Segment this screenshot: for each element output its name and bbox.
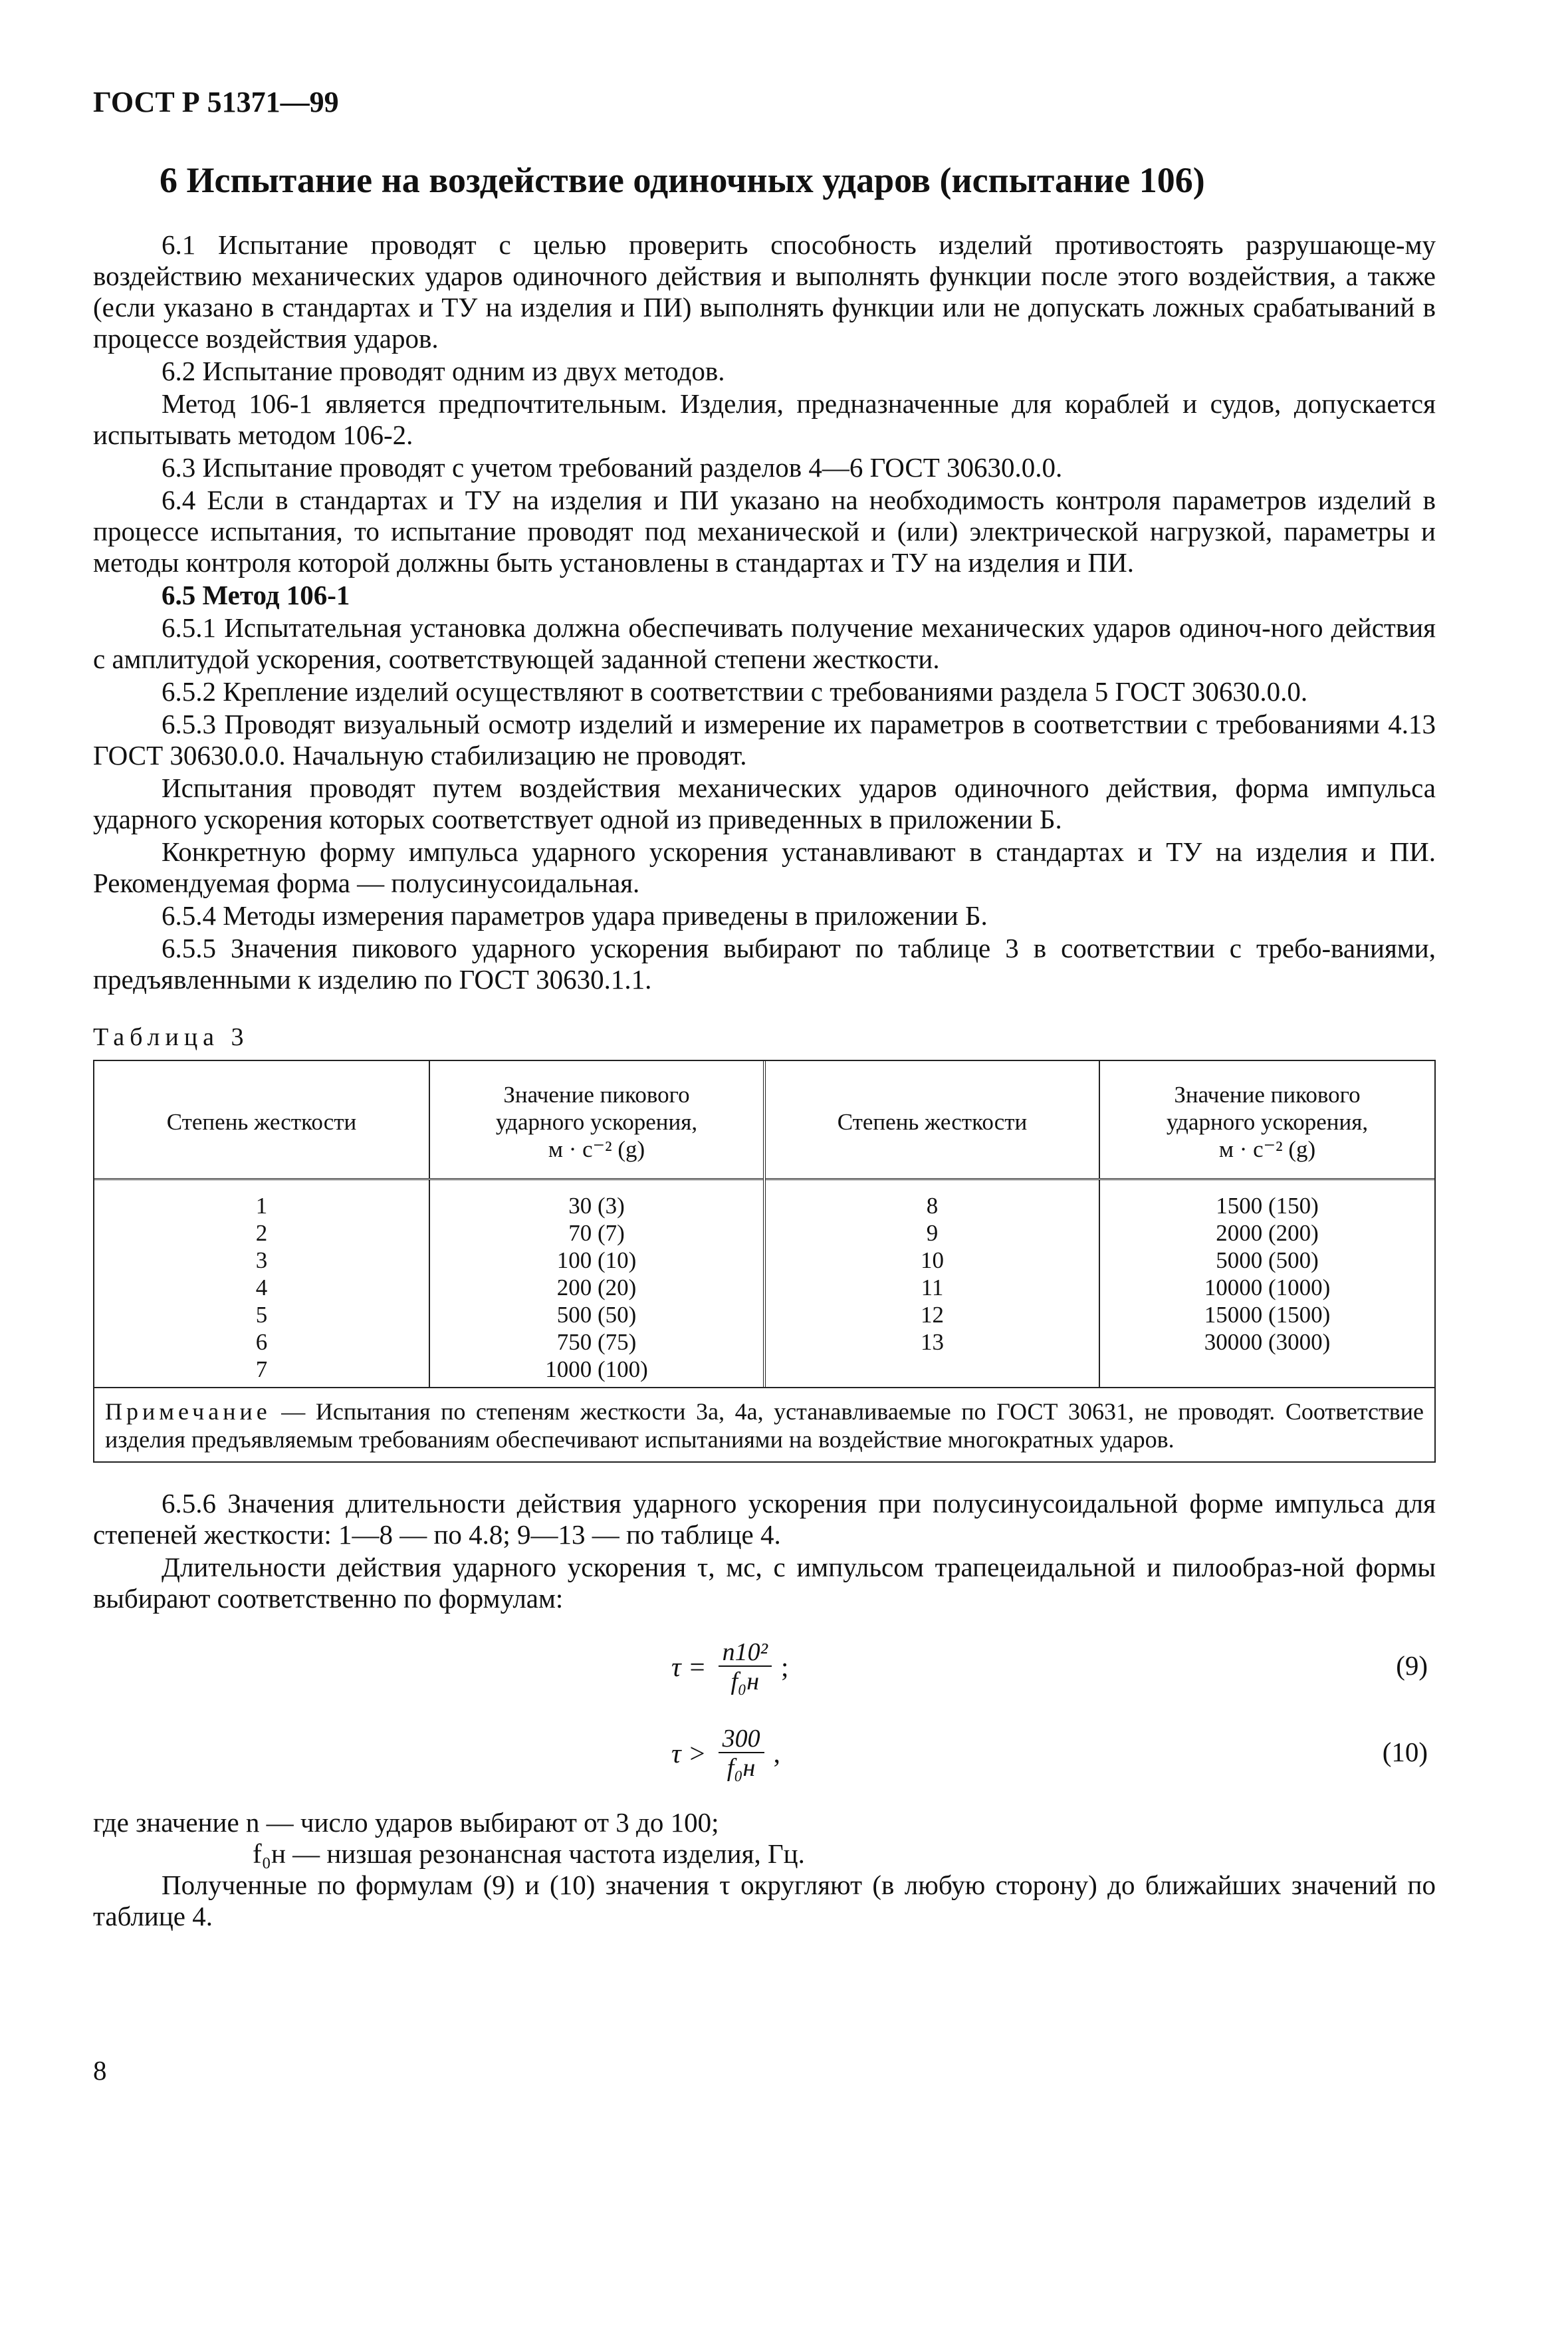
paragraph: 6.5.6 Значения длительности действия ударного ускорения при полусинусоидальной форме импульса для степеней жесткости: 1—8 — по 4.8; 9—13 — по таблице 4. xyxy=(93,1488,1436,1550)
paragraph: 6.3 Испытание проводят с учетом требований разделов 4—6 ГОСТ 30630.0.0. xyxy=(162,452,1063,483)
where-conclusion: Полученные по формулам (9) и (10) значения τ округляют (в любую сторону) до ближайших значений по таблице 4. xyxy=(93,1870,1436,1931)
section-title: 6 Испытание на воздействие одиночных ударов (испытание 106) xyxy=(160,160,1205,200)
table-cell-degree: 3 xyxy=(255,1247,268,1273)
table-cell-accel: 10000 (1000) xyxy=(1204,1275,1331,1300)
hardness-table xyxy=(94,1061,1434,1387)
formula-expression xyxy=(671,1630,788,1703)
column-degree-left xyxy=(94,1179,429,1388)
table-cell-accel: 2000 (200) xyxy=(1216,1220,1319,1246)
header-degree-right: Степень жесткости xyxy=(764,1061,1099,1179)
table-cell-accel: 200 (20) xyxy=(556,1275,637,1300)
where-clause xyxy=(93,1807,1436,1932)
note-label: Примечание xyxy=(105,1398,271,1425)
table-cell-degree: 7 xyxy=(255,1356,268,1382)
document-code: ГОСТ Р 51371—99 xyxy=(93,86,339,118)
paragraph: 6.5.1 Испытательная установка должна обеспечивать получение механических ударов одиноч-ного действия с амплитудой ускорения, соответствующей заданной степени жесткости. xyxy=(93,612,1436,674)
paragraph: Конкретную форму импульса ударного ускорения устанавливают в стандартах и ТУ на изделия и ПИ. Рекомендуемая форма — полусинусоидальная. xyxy=(93,836,1436,898)
table-cell-accel: 70 (7) xyxy=(568,1220,625,1246)
table-cell-degree: 1 xyxy=(255,1193,268,1219)
table-cell-degree: 9 xyxy=(926,1220,939,1246)
formula-punct: ; xyxy=(781,1651,789,1682)
paragraphs-middle xyxy=(93,1488,1436,1614)
table-cell-accel: 15000 (1500) xyxy=(1204,1302,1331,1328)
formula-9 xyxy=(93,1630,1436,1703)
table-cell-degree: 4 xyxy=(255,1275,268,1300)
table-cell-accel: 5000 (500) xyxy=(1216,1247,1319,1273)
table-cell-degree: 5 xyxy=(255,1302,268,1328)
table-caption: Таблица 3 xyxy=(93,1023,249,1051)
header-accel-line1: Значение пикового xyxy=(503,1081,690,1108)
paragraph: 6.5.5 Значения пикового ударного ускорения выбирают по таблице 3 в соответствии с требо-ваниями, предъявленными к изделию по ГОСТ 30630.1.1. xyxy=(93,933,1436,995)
formula-punct: , xyxy=(773,1737,780,1769)
header-accel-line2: ударного ускорения, xyxy=(1166,1108,1369,1135)
where-line-f: f₀н — низшая резонансная частота изделия, Гц. xyxy=(253,1838,805,1869)
formula-lhs: τ > xyxy=(671,1737,707,1769)
paragraph: 6.5.2 Крепление изделий осуществляют в соответствии с требованиями раздела 5 ГОСТ 30630.0.0. xyxy=(162,676,1308,707)
formula-expression xyxy=(671,1717,780,1790)
header-accel-line3: м · с⁻² (g) xyxy=(548,1136,645,1162)
formula-lhs: τ = xyxy=(671,1651,707,1682)
table-cell-degree: 12 xyxy=(921,1302,944,1328)
formula-number: (10) xyxy=(1382,1737,1428,1767)
paragraph: 6.2 Испытание проводят одним из двух методов. xyxy=(162,356,725,386)
table-cell-accel: 1000 (100) xyxy=(545,1356,648,1382)
table-cell-degree: 2 xyxy=(255,1220,268,1246)
paragraph: 6.4 Если в стандартах и ТУ на изделия и ПИ указано на необходимость контроля параметров изделий в процессе испытания, то испытание проводят под механической и (или) электрической нагрузкой, параметры и методы контроля которой должны быть установлены в стандартах и ТУ на изделия и ПИ. xyxy=(93,485,1436,578)
note-text: — Испытания по степеням жесткости 3а, 4а, устанавливаемые по ГОСТ 30631, не проводят. Соответствие изделия предъявляемым требованиям обеспечивают испытаниями на воздействие многократных ударов. xyxy=(105,1398,1424,1453)
table-cell-accel: 500 (50) xyxy=(556,1302,637,1328)
header-accel-line2: ударного ускорения, xyxy=(495,1108,698,1135)
paragraph: Испытания проводят путем воздействия механических ударов одиночного действия, форма импульса ударного ускорения которых соответствует одной из приведенных в приложении Б. xyxy=(93,773,1436,834)
formula-fraction xyxy=(719,1725,764,1781)
where-line-n: где значение n — число ударов выбирают от 3 до 100; xyxy=(93,1807,719,1838)
table-cell-accel: 30 (3) xyxy=(568,1193,625,1219)
header-accel-line3: м · с⁻² (g) xyxy=(1218,1136,1316,1162)
table-note xyxy=(94,1387,1434,1461)
table-cell-degree: 8 xyxy=(926,1193,939,1219)
table-cell-degree: 6 xyxy=(255,1329,268,1355)
formula-10 xyxy=(93,1717,1436,1790)
paragraph: Длительности действия ударного ускорения τ, мс, с импульсом трапецеидальной и пилообраз-ной формы выбирают соответственно по формулам: xyxy=(93,1552,1436,1614)
table-cell-degree: 10 xyxy=(921,1247,944,1273)
table-body-row xyxy=(94,1179,1434,1388)
table-cell-accel: 750 (75) xyxy=(556,1329,637,1355)
header-accel-right xyxy=(1099,1061,1434,1179)
table-cell-accel: 30000 (3000) xyxy=(1204,1329,1331,1355)
table-3 xyxy=(93,1060,1436,1463)
main-content xyxy=(93,229,1436,1932)
column-degree-right xyxy=(764,1179,1099,1388)
table-cell-accel: 100 (10) xyxy=(556,1247,637,1273)
formula-denominator: f₀н xyxy=(730,1667,760,1695)
header-accel-line1: Значение пикового xyxy=(1174,1081,1361,1108)
table-header-row xyxy=(94,1061,1434,1179)
table-cell-degree: 11 xyxy=(921,1275,944,1300)
formula-numerator: n10² xyxy=(719,1639,772,1667)
paragraphs-top xyxy=(93,229,1436,995)
paragraph: Метод 106-1 является предпочтительным. Изделия, предназначенные для кораблей и судов, допускается испытывать методом 106-2. xyxy=(93,388,1436,450)
formula-numerator: 300 xyxy=(719,1725,764,1753)
formula-number: (9) xyxy=(1396,1650,1428,1681)
formula-denominator: f₀н xyxy=(727,1754,756,1782)
paragraph: 6.5.4 Методы измерения параметров удара приведены в приложении Б. xyxy=(162,900,988,931)
table-cell-degree: 13 xyxy=(921,1329,944,1355)
paragraph: 6.1 Испытание проводят с целью проверить способность изделий противостоять разрушающе-му воздействию механических ударов одиночного действия и выполнять функции после этого воздействия, а также (если указано в стандартах и ТУ на изделия и ПИ) выполнять функции или не допускать ложных срабатываний в процессе воздействия ударов. xyxy=(93,229,1436,354)
column-accel-left xyxy=(429,1179,764,1388)
header-accel-left xyxy=(429,1061,764,1179)
subsection-heading: 6.5 Метод 106-1 xyxy=(162,580,350,610)
formula-fraction xyxy=(719,1639,772,1695)
header-degree-left: Степень жесткости xyxy=(94,1061,429,1179)
column-accel-right xyxy=(1099,1179,1434,1388)
paragraph: 6.5.3 Проводят визуальный осмотр изделий и измерение их параметров в соответствии с требованиями 4.13 ГОСТ 30630.0.0. Начальную стабилизацию не проводят. xyxy=(93,709,1436,771)
page-number: 8 xyxy=(93,2055,107,2086)
table-cell-accel: 1500 (150) xyxy=(1216,1193,1319,1219)
